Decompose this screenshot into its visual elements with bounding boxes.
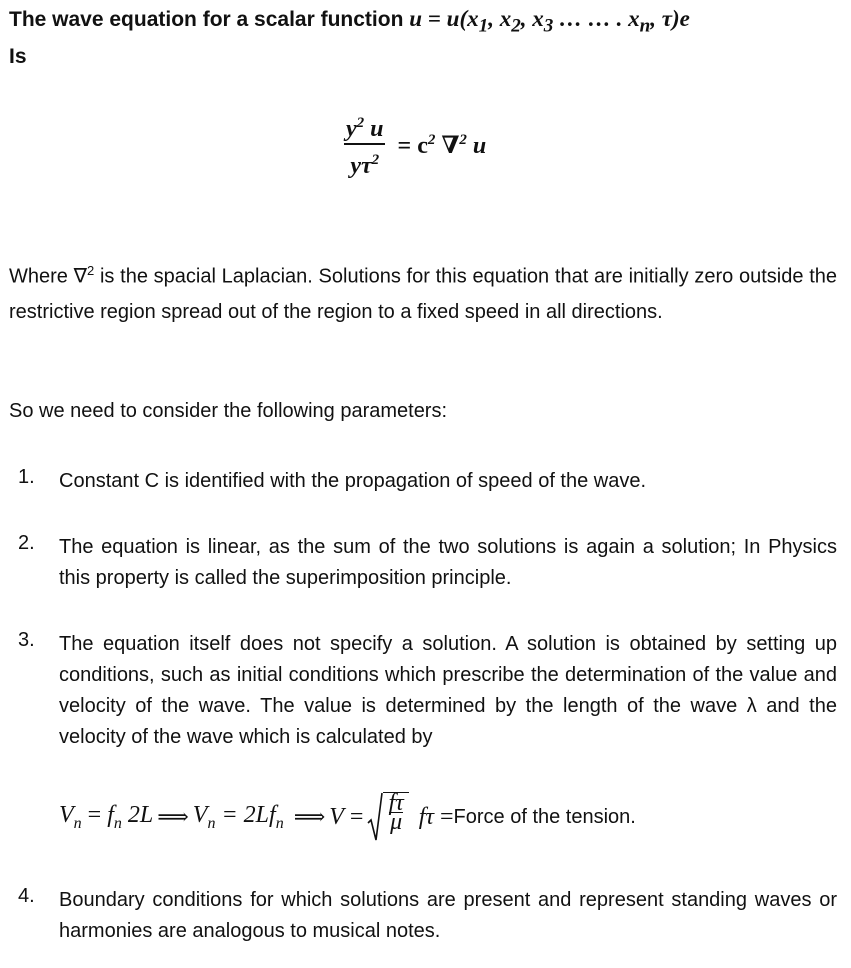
implies-arrow: ⟹ — [157, 804, 189, 829]
equation-rhs: = $c^2$ ∇$^2$ u — [397, 132, 487, 159]
list-number: 3. — [18, 629, 35, 651]
title-line — [9, 6, 690, 38]
formula-vn-2lfn: $V_n = 2Lf_n$ — [192, 801, 284, 832]
tension-description: Force of the tension. — [453, 805, 636, 828]
fraction-denominator: $y\tau^2$ — [344, 143, 385, 181]
list-item-text: Constant C is identified with the propagation of speed of the wave. — [59, 470, 647, 492]
formula-vn: $V_n = f_n$ 2L — [59, 801, 154, 832]
implies-arrow: ⟹ — [293, 804, 326, 829]
formula-v: V = — [329, 803, 364, 830]
parameters-intro: So we need to consider the following parameters: — [9, 400, 448, 422]
velocity-formula — [59, 790, 636, 844]
formula-ftau: fτ = — [418, 803, 454, 830]
is-label: Is — [9, 45, 27, 68]
sqrt-numerator: fτ — [388, 790, 404, 816]
list-item-text: Boundary conditions for which solutions are present and represent standing waves or harmonies are analogous to musical notes. — [59, 889, 837, 942]
scalar-function-expression: $u = u(x_1$, $x_2$, $x_3$ … … . $x_n$, τ)e — [409, 6, 690, 37]
list-number: 4. — [18, 885, 35, 907]
square-root — [367, 792, 408, 842]
sqrt-fraction — [383, 792, 408, 842]
laplacian-paragraph: Where ∇$^2$ is the spacial Laplacian. Solutions for this equation that are initially zero outside the restrictive region spread out of the region to a fixed speed in all directions. — [9, 263, 837, 323]
wave-equation — [340, 112, 486, 178]
list-number: 1. — [18, 466, 35, 488]
list-item-text: The equation itself does not specify a solution. A solution is obtained by setting up conditions, such as initial conditions which prescribe the determination of the value and velocity of the wave. The value is determined by the length of the wave λ and the velocity of the wave which is calculated by — [59, 633, 837, 748]
sqrt-denominator: μ — [390, 809, 403, 835]
list-item-text: The equation is linear, as the sum of the two solutions is again a solution; In Physics this property is called the superimposition principle. — [59, 536, 837, 589]
radical-sign-icon — [367, 792, 383, 842]
title-text: The wave equation for a scalar function — [9, 8, 410, 31]
list-number: 2. — [18, 532, 35, 554]
equation-fraction — [340, 109, 390, 181]
fraction-numerator: $y^2$ u — [346, 115, 384, 142]
